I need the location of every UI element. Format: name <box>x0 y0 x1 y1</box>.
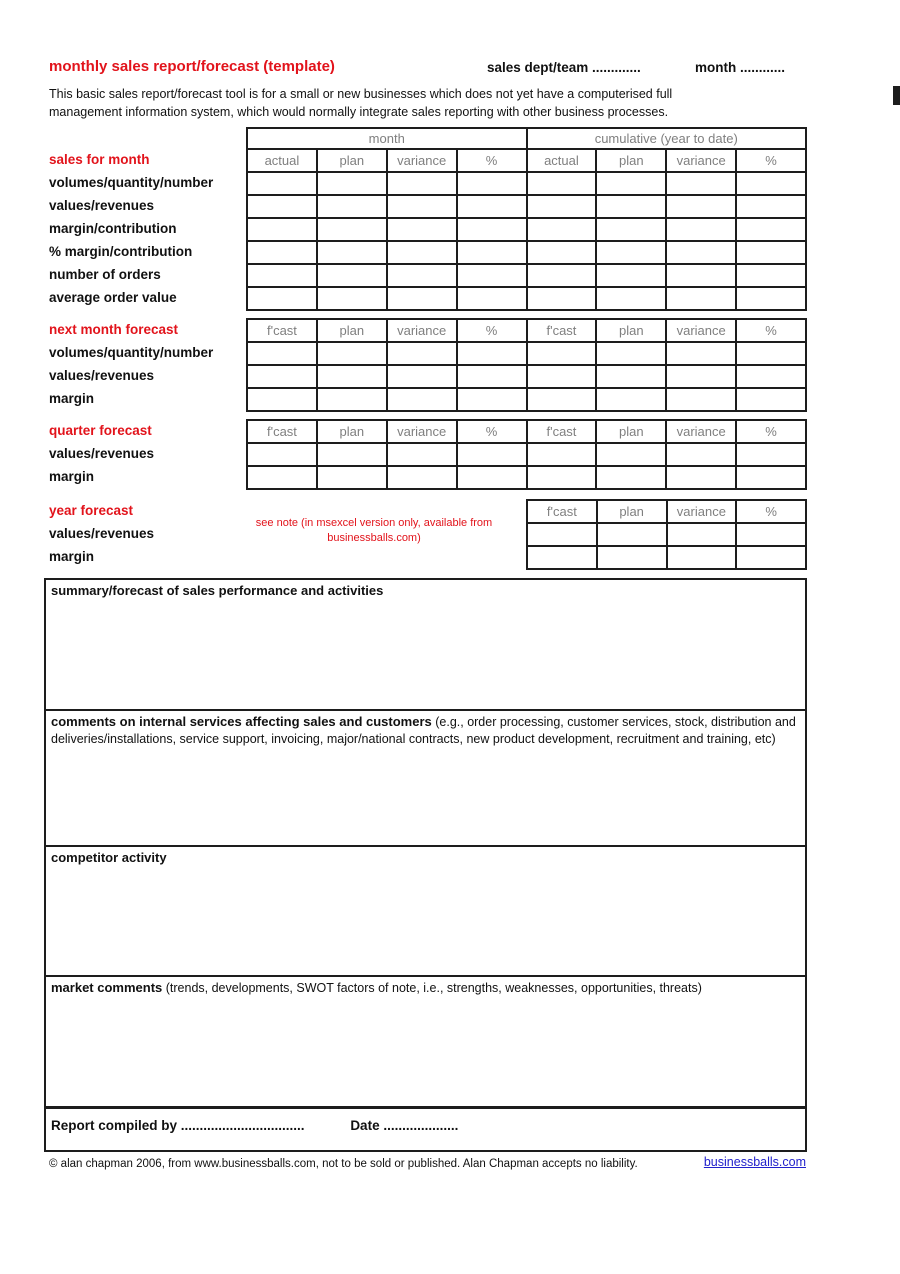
table-cell[interactable] <box>527 195 597 218</box>
column-header: f'cast <box>247 319 317 342</box>
table-cell[interactable] <box>596 218 666 241</box>
competitor-activity-section <box>46 845 805 975</box>
excel-note-line: see note (in msexcel version only, available from <box>255 517 493 529</box>
column-header: % <box>457 319 527 342</box>
table-cell[interactable] <box>736 342 806 365</box>
section-next-month-forecast <box>49 318 807 412</box>
cumulative-group-header: cumulative (year to date) <box>527 128 807 149</box>
table-cell[interactable] <box>527 172 597 195</box>
market-comments-section <box>46 975 805 1106</box>
table-cell[interactable] <box>387 264 457 287</box>
table-cell[interactable] <box>666 195 736 218</box>
scan-artifact <box>893 86 900 105</box>
table-cell[interactable] <box>666 365 736 388</box>
row-label: values/revenues <box>49 198 155 213</box>
excel-note-line: businessballs.com) <box>327 531 421 544</box>
market-text-entry-area[interactable] <box>46 999 805 1106</box>
table-cell[interactable] <box>247 172 317 195</box>
next-month-forecast-labels <box>49 318 246 410</box>
table-cell[interactable] <box>317 195 387 218</box>
table-cell[interactable] <box>387 466 457 489</box>
column-header: variance <box>387 319 457 342</box>
table-cell[interactable] <box>666 218 736 241</box>
table-cell[interactable] <box>387 342 457 365</box>
table-cell[interactable] <box>457 264 527 287</box>
table-cell[interactable] <box>527 264 597 287</box>
table-cell[interactable] <box>317 264 387 287</box>
table-cell[interactable] <box>736 264 806 287</box>
table-cell[interactable] <box>387 365 457 388</box>
table-cell[interactable] <box>736 195 806 218</box>
next-month-forecast-table <box>246 318 807 412</box>
table-cell[interactable] <box>527 218 597 241</box>
row-label: number of orders <box>49 267 161 282</box>
table-cell[interactable] <box>736 241 806 264</box>
row-label: margin <box>49 549 95 564</box>
table-cell[interactable] <box>597 546 667 569</box>
column-header: variance <box>666 319 736 342</box>
internal-services-text-entry-area[interactable] <box>46 773 805 845</box>
column-header: variance <box>666 420 736 443</box>
table-cell[interactable] <box>736 218 806 241</box>
table-cell[interactable] <box>666 287 736 310</box>
market-comments-title-bold: market comments <box>51 980 163 995</box>
row-label: margin <box>49 469 95 484</box>
table-cell[interactable] <box>247 241 317 264</box>
table-cell[interactable] <box>667 546 737 569</box>
table-cell[interactable] <box>527 365 597 388</box>
table-cell[interactable] <box>596 264 666 287</box>
market-comments-title <box>51 979 800 997</box>
row-label: average order value <box>49 290 177 305</box>
quarter-forecast-table <box>246 419 807 490</box>
table-cell[interactable] <box>736 546 806 569</box>
table-cell[interactable] <box>387 241 457 264</box>
table-cell[interactable] <box>247 365 317 388</box>
table-cell[interactable] <box>457 241 527 264</box>
table-cell[interactable] <box>387 443 457 466</box>
table-cell[interactable] <box>387 388 457 411</box>
column-header: plan <box>597 500 667 523</box>
section-sales-for-month <box>49 127 807 311</box>
table-cell[interactable] <box>457 172 527 195</box>
table-cell[interactable] <box>317 443 387 466</box>
section-title: next month forecast <box>49 322 179 337</box>
section-title: year forecast <box>49 503 134 518</box>
column-header: f'cast <box>527 500 597 523</box>
competitor-text-entry-area[interactable] <box>46 869 805 975</box>
column-header: plan <box>317 319 387 342</box>
table-cell[interactable] <box>247 466 317 489</box>
table-cell[interactable] <box>317 466 387 489</box>
table-cell[interactable] <box>527 523 597 546</box>
internal-services-title-rest: (e.g., order processing, customer services, stock, distribution and deliveries/installations, service support, invoicing, major/national contracts, new product development, recruitment and training, etc) <box>51 715 796 747</box>
row-label: volumes/quantity/number <box>49 175 214 190</box>
table-cell[interactable] <box>666 342 736 365</box>
table-cell[interactable] <box>527 342 597 365</box>
table-cell[interactable] <box>457 218 527 241</box>
table-cell[interactable] <box>736 523 806 546</box>
summary-title: summary/forecast of sales performance and activities <box>51 583 384 598</box>
table-cell[interactable] <box>247 195 317 218</box>
table-cell[interactable] <box>457 365 527 388</box>
businessballs-link[interactable]: businessballs.com <box>703 1155 806 1169</box>
column-header: % <box>457 149 527 172</box>
column-header: f'cast <box>527 420 597 443</box>
column-header: plan <box>596 149 666 172</box>
column-header: plan <box>596 319 666 342</box>
column-header: actual <box>247 149 317 172</box>
column-header: plan <box>317 420 387 443</box>
sales-month-table <box>246 127 807 311</box>
table-cell[interactable] <box>666 264 736 287</box>
table-cell[interactable] <box>666 172 736 195</box>
column-header: variance <box>387 149 457 172</box>
intro-line: This basic sales report/forecast tool is for a small or new businesses which does not yet have a computerised full <box>49 87 673 101</box>
column-header: f'cast <box>527 319 597 342</box>
table-cell[interactable] <box>457 287 527 310</box>
table-cell[interactable] <box>736 388 806 411</box>
month-field[interactable]: month ............ <box>695 60 785 75</box>
label-spacer <box>49 127 246 148</box>
compiled-by-field[interactable]: Report compiled by ................................. <box>51 1118 305 1133</box>
table-cell[interactable] <box>247 342 317 365</box>
section-title: sales for month <box>49 152 150 167</box>
table-cell[interactable] <box>527 241 597 264</box>
summary-section <box>46 580 805 709</box>
summary-text-entry-area[interactable] <box>46 602 805 709</box>
row-label: % margin/contribution <box>49 244 193 259</box>
table-cell[interactable] <box>666 241 736 264</box>
internal-services-section <box>46 709 805 845</box>
table-cell[interactable] <box>666 388 736 411</box>
table-cell[interactable] <box>317 342 387 365</box>
quarter-forecast-labels <box>49 419 246 488</box>
table-cell[interactable] <box>596 172 666 195</box>
table-cell[interactable] <box>596 443 666 466</box>
column-header: variance <box>387 420 457 443</box>
row-label: values/revenues <box>49 446 155 461</box>
internal-services-title-bold: comments on internal services affecting sales and customers <box>51 714 432 729</box>
table-cell[interactable] <box>317 388 387 411</box>
copyright-text: © alan chapman 2006, from www.businessballs.com, not to be sold or published. Alan Chapman accepts no liability. <box>49 1158 638 1170</box>
row-label: values/revenues <box>49 526 155 541</box>
table-cell[interactable] <box>596 287 666 310</box>
table-cell[interactable] <box>527 388 597 411</box>
column-header: % <box>457 420 527 443</box>
table-cell[interactable] <box>457 342 527 365</box>
table-cell[interactable] <box>317 365 387 388</box>
table-cell[interactable] <box>666 443 736 466</box>
table-cell[interactable] <box>387 195 457 218</box>
internal-services-title <box>51 713 800 749</box>
table-cell[interactable] <box>596 466 666 489</box>
row-label: margin <box>49 391 95 406</box>
table-cell[interactable] <box>247 264 317 287</box>
table-cell[interactable] <box>317 241 387 264</box>
market-comments-title-rest: (trends, developments, SWOT factors of note, i.e., strengths, weaknesses, opportunities, threats) <box>162 981 702 995</box>
table-cell[interactable] <box>527 546 597 569</box>
table-cell[interactable] <box>387 287 457 310</box>
column-header: % <box>736 319 806 342</box>
month-group-header: month <box>247 128 527 149</box>
sales-for-month-labels <box>49 127 246 309</box>
excel-note <box>224 516 524 546</box>
table-cell[interactable] <box>457 443 527 466</box>
row-label: volumes/quantity/number <box>49 345 214 360</box>
table-cell[interactable] <box>596 388 666 411</box>
table-cell[interactable] <box>387 172 457 195</box>
column-header: % <box>736 149 806 172</box>
year-forecast-labels <box>49 499 246 568</box>
intro-line: management information system, which would normally integrate sales reporting with other business processes. <box>49 104 669 119</box>
table-cell[interactable] <box>527 443 597 466</box>
table-cell[interactable] <box>527 466 597 489</box>
table-cell[interactable] <box>597 523 667 546</box>
column-header: actual <box>527 149 597 172</box>
table-cell[interactable] <box>596 365 666 388</box>
section-year-forecast <box>49 499 807 571</box>
section-quarter-forecast <box>49 419 807 490</box>
table-cell[interactable] <box>317 287 387 310</box>
page-title: monthly sales report/forecast (template) <box>49 58 335 75</box>
row-label: values/revenues <box>49 368 155 383</box>
column-header: variance <box>667 500 737 523</box>
table-cell[interactable] <box>247 287 317 310</box>
table-cell[interactable] <box>457 388 527 411</box>
table-cell[interactable] <box>317 218 387 241</box>
column-header: f'cast <box>247 420 317 443</box>
table-cell[interactable] <box>247 443 317 466</box>
table-cell[interactable] <box>247 218 317 241</box>
column-header: variance <box>666 149 736 172</box>
column-header: % <box>736 500 806 523</box>
table-cell[interactable] <box>596 241 666 264</box>
table-cell[interactable] <box>667 523 737 546</box>
intro-paragraph <box>49 86 672 122</box>
table-cell[interactable] <box>736 365 806 388</box>
table-cell[interactable] <box>736 172 806 195</box>
column-header: plan <box>317 149 387 172</box>
year-forecast-table <box>526 499 807 570</box>
date-field[interactable]: Date .................... <box>350 1118 459 1133</box>
row-label: margin/contribution <box>49 221 177 236</box>
sales-dept-field[interactable]: sales dept/team ............. <box>487 60 641 75</box>
table-cell[interactable] <box>666 466 736 489</box>
table-cell[interactable] <box>317 172 387 195</box>
competitor-activity-title: competitor activity <box>51 850 167 865</box>
table-cell[interactable] <box>457 466 527 489</box>
table-cell[interactable] <box>736 287 806 310</box>
table-cell[interactable] <box>736 443 806 466</box>
table-cell[interactable] <box>596 342 666 365</box>
table-cell[interactable] <box>247 388 317 411</box>
table-cell[interactable] <box>457 195 527 218</box>
table-cell[interactable] <box>527 287 597 310</box>
report-compiled-section <box>46 1106 805 1150</box>
table-cell[interactable] <box>736 466 806 489</box>
table-cell[interactable] <box>596 195 666 218</box>
table-cell[interactable] <box>387 218 457 241</box>
comments-box <box>44 578 807 1152</box>
column-header: plan <box>596 420 666 443</box>
column-header: % <box>736 420 806 443</box>
section-title: quarter forecast <box>49 423 152 438</box>
